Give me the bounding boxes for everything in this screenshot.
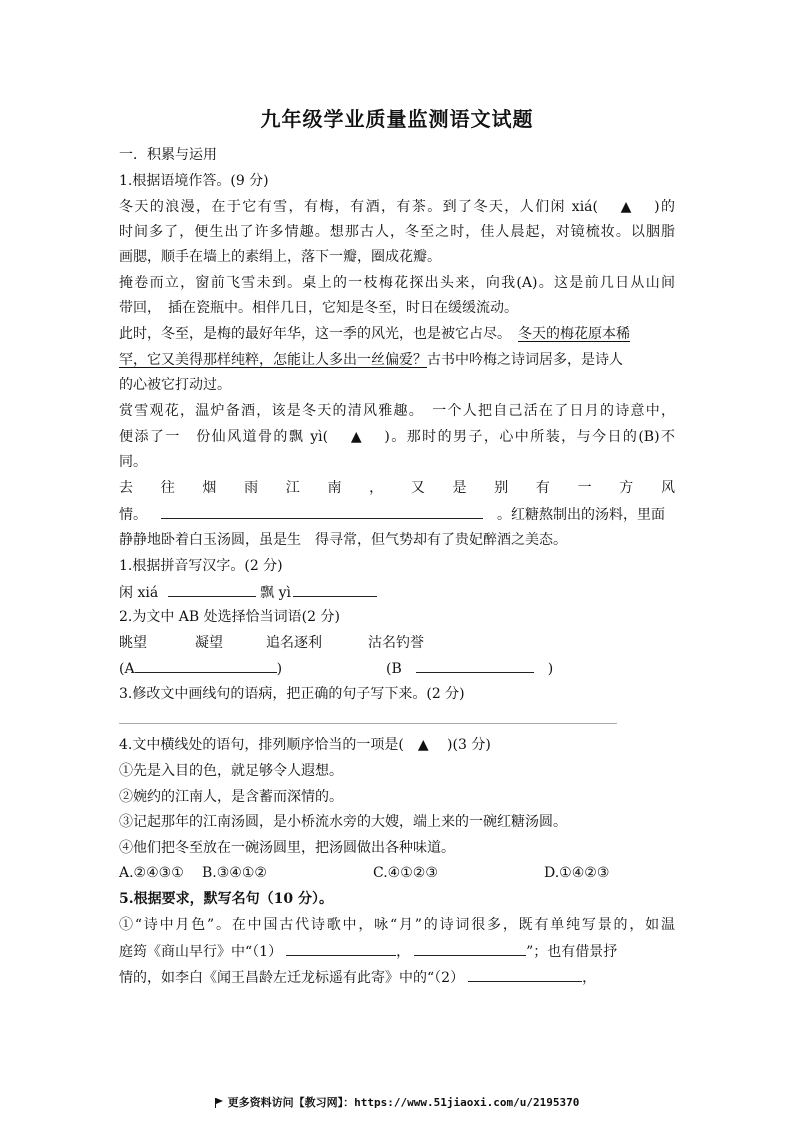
section-heading: 一．积累与运用 bbox=[119, 147, 217, 163]
passage-line: 便添了一 份仙风道骨的飘 yì( ▲ )。那时的男子，心中所装，与今日的(B)不 bbox=[119, 429, 675, 445]
passage-line: 同。 bbox=[119, 454, 147, 470]
passage-line: 时间多了，便生出了许多情趣。想那古人，冬至之时，佳人晨起，对镜梳妆。以胭脂 bbox=[119, 224, 675, 240]
list-item: ①先是入目的色，就足够令人遐想。 bbox=[119, 763, 343, 779]
sub-question-2: 2.为文中 AB 处选择恰当词语(2 分) bbox=[119, 609, 340, 625]
choice-a[interactable]: A.②④③① bbox=[119, 865, 184, 881]
underlined-sentence: 罕，它又美得那样纯粹，怎能让人多出一丝偏爱？ bbox=[119, 352, 427, 368]
list-item: ④他们把冬至放在一碗汤圆里，把汤圆做出各种味道。 bbox=[119, 840, 455, 856]
passage-line: 的心被它打动过。 bbox=[119, 377, 231, 393]
answer-blank[interactable] bbox=[416, 658, 534, 673]
choice-c[interactable]: C.④①②③ bbox=[373, 865, 438, 881]
choice-d[interactable]: D.①④②③ bbox=[544, 865, 610, 881]
flag-icon bbox=[215, 1098, 224, 1107]
word-answers: (A ) (B ) bbox=[119, 658, 553, 679]
answer-blank[interactable] bbox=[168, 582, 256, 597]
underlined-sentence: 冬天的梅花原本稀 bbox=[518, 326, 630, 342]
spread-line: 去 往 烟 雨 江 南 ， 又 是 别 有 一 方 风 bbox=[119, 480, 675, 496]
passage-line: 冬天的浪漫，在于它有雪，有梅，有酒，有茶。到了冬天，人们闲 xiá( ▲ )的 bbox=[119, 199, 675, 215]
passage-line: 掩卷而立，窗前飞雪未到。桌上的一枝梅花探出头来，向我(A)。这是前几日从山间 bbox=[119, 275, 675, 291]
answer-blank[interactable] bbox=[414, 941, 526, 956]
answer-blank[interactable] bbox=[135, 658, 277, 673]
list-item: ③记起那年的江南汤圆，是小桥流水旁的大嫂，端上来的一碗红糖汤圆。 bbox=[119, 814, 567, 830]
passage-line: 情的，如李白《闻王昌龄左迁龙标遥有此寄》中的“（2） ， bbox=[119, 967, 596, 988]
word-options: 眺望 凝望 追名逐利 沽名钓誉 bbox=[119, 635, 424, 651]
passage-line: 庭筠《商山早行》中“（1） ， ”；也有借景抒 bbox=[119, 941, 617, 962]
pinyin-answers: 闲 xiá 飘 yì bbox=[119, 582, 377, 603]
passage-line: ①“诗中月色”。在中国古代诗歌中，咏“月”的诗词很多，既有单纯写景的，如温 bbox=[119, 917, 675, 933]
passage-line: 静静地卧着白玉汤圆，虽是生 得寻常，但气势却有了贵妃醉酒之美态。 bbox=[119, 532, 567, 548]
list-item: ②婉约的江南人，是含蓄而深情的。 bbox=[119, 789, 343, 805]
footer-link[interactable]: 更多资料访问【教习网】：https://www.51jiaoxi.com/u/2195370 bbox=[0, 1094, 794, 1110]
answer-blank[interactable] bbox=[161, 504, 483, 519]
answer-line[interactable] bbox=[119, 723, 617, 724]
passage-line: 赏雪观花，温炉备酒，该是冬天的清风雅趣。 一个人把自己活在了日月的诗意中， bbox=[119, 403, 675, 419]
passage-line: 情。 。红糖熬制出的汤料，里面 bbox=[119, 504, 665, 525]
passage-line: 此时，冬至，是梅的最好年华，这一季的风光，也是被它占尽。 冬天的梅花原本稀 bbox=[119, 326, 630, 342]
question-5-heading: 5.根据要求，默写名句（10 分）。 bbox=[119, 891, 333, 907]
question-1-heading: 1.根据语境作答。(9 分) bbox=[119, 173, 269, 189]
passage-line: 带回， 插在瓷瓶中。相伴几日，它知是冬至，时日在缓缓流动。 bbox=[119, 300, 518, 316]
passage-line: 罕，它又美得那样纯粹，怎能让人多出一丝偏爱？古书中吟梅之诗词居多，是诗人 bbox=[119, 352, 623, 368]
passage-line: 画腮，顺手在墙上的素绢上，落下一瓣，圈成花瓣。 bbox=[119, 249, 441, 265]
sub-question-1: 1.根据拼音写汉字。(2 分) bbox=[119, 558, 283, 574]
sub-question-3: 3.修改文中画线句的语病，把正确的句子写下来。(2 分) bbox=[119, 686, 465, 702]
sub-question-4: 4.文中横线处的语句，排列顺序恰当的一项是( ▲ )(3 分) bbox=[119, 737, 491, 753]
answer-blank[interactable] bbox=[293, 582, 377, 597]
answer-blank[interactable] bbox=[468, 967, 582, 982]
page-title: 九年级学业质量监测语文试题 bbox=[260, 107, 534, 131]
choice-b[interactable]: B.③④①② bbox=[202, 865, 267, 881]
answer-blank[interactable] bbox=[286, 941, 396, 956]
